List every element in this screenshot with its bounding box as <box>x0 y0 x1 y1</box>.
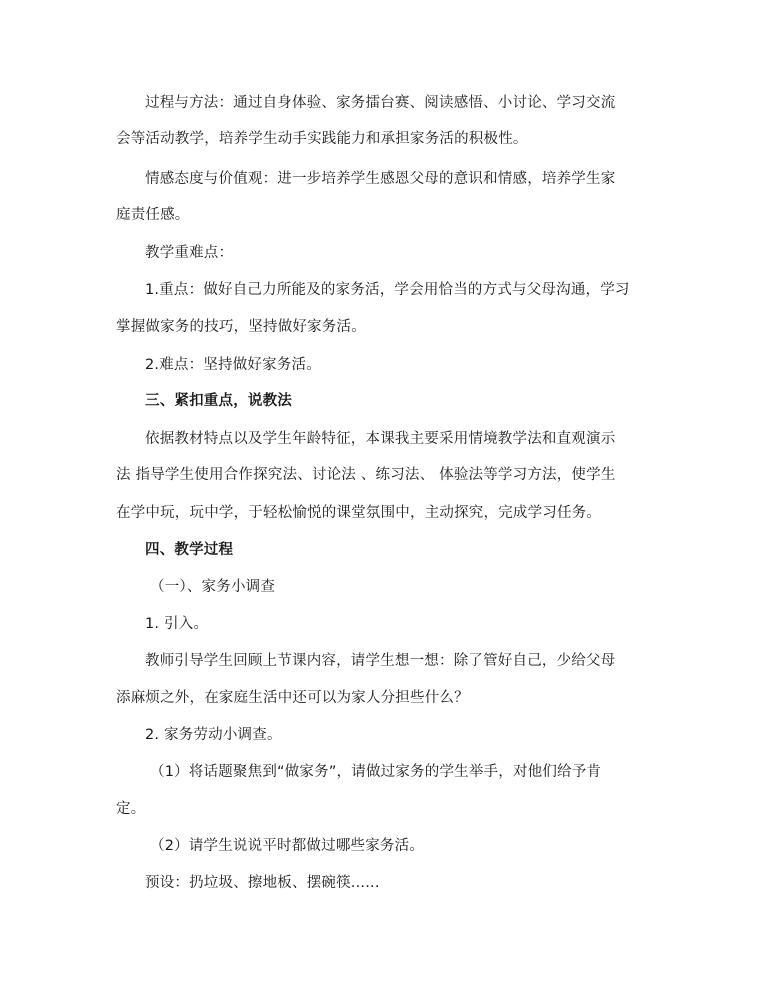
step-household-labor-survey: 2. 家务劳动小调查。 <box>145 727 282 743</box>
key-point-line-2: 掌握做家务的技巧，坚持做好家务活。 <box>116 319 366 335</box>
subheading-household-survey: （一）、家务小调查 <box>150 579 276 595</box>
paragraph-emotion-values-line-2: 庭责任感。 <box>116 207 190 223</box>
paragraph-process-method-line-2: 会等活动教学，培养学生动手实践能力和承担家务活的积极性。 <box>116 131 528 147</box>
item-1-line-2: 定。 <box>116 801 146 817</box>
section-heading-teaching-methods: 三、紧扣重点，说教法 <box>145 393 292 409</box>
paragraph-process-method-line-1: 过程与方法：通过自身体验、家务擂台赛、阅读感悟、小讨论、学习交流 <box>145 95 616 111</box>
teaching-key-difficult-points-label: 教学重难点： <box>145 245 234 261</box>
item-2-line: （2）请学生说说平时都做过哪些家务活。 <box>150 838 425 854</box>
paragraph-methods-line-3: 在学中玩，玩中学，于轻松愉悦的课堂氛围中，主动探究，完成学习任务。 <box>116 505 602 521</box>
paragraph-methods-line-1: 依据教材特点以及学生年龄特征，本课我主要采用情境教学法和直观演示 <box>145 431 616 447</box>
key-point-line-1: 1.重点：做好自己力所能及的家务活，学会用恰当的方式与父母沟通，学习 <box>145 282 630 298</box>
paragraph-teacher-guide-line-1: 教师引导学生回顾上节课内容，请学生想一想：除了管好自己，少给父母 <box>145 653 616 669</box>
preset-answers-line: 预设：扔垃圾、擦地板、摆碗筷...... <box>145 875 380 891</box>
section-heading-teaching-process: 四、教学过程 <box>145 542 234 558</box>
paragraph-methods-line-2: 法 指导学生使用合作探究法、讨论法 、练习法、 体验法等学习方法，使学生 <box>116 467 616 483</box>
difficult-point-line: 2.难点：坚持做好家务活。 <box>145 357 321 373</box>
paragraph-emotion-values-line-1: 情感态度与价值观：进一步培养学生感恩父母的意识和情感，培养学生家 <box>145 171 616 187</box>
step-introduction: 1. 引入。 <box>145 616 209 632</box>
paragraph-teacher-guide-line-2: 添麻烦之外，在家庭生活中还可以为家人分担些什么？ <box>116 690 469 706</box>
item-1-line-1: （1）将话题聚焦到“做家务”，请做过家务的学生举手，对他们给予肯 <box>150 764 602 780</box>
